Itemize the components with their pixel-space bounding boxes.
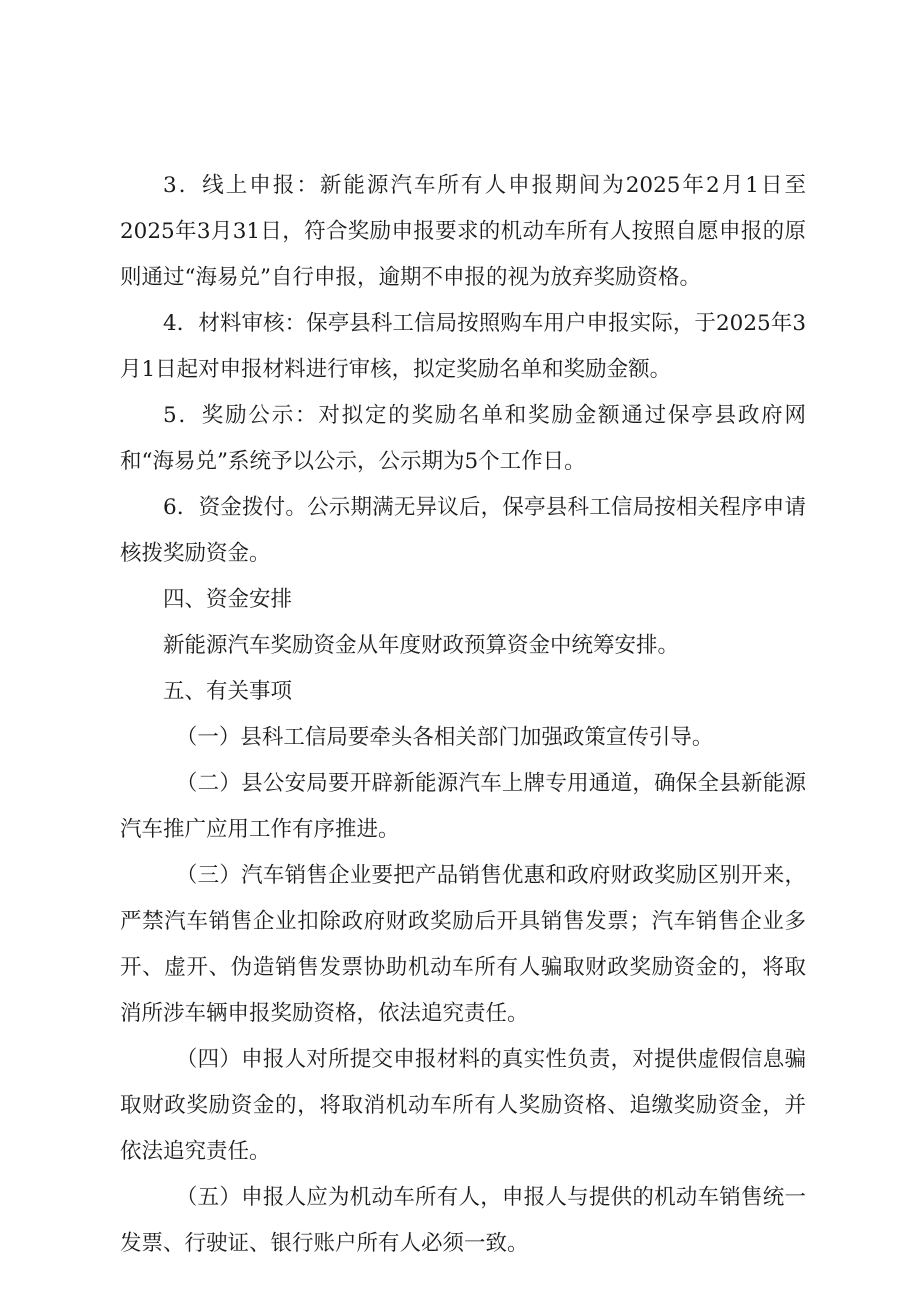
paragraph-funding-source: 新能源汽车奖励资金从年度财政预算资金中统筹安排。 [163, 633, 680, 658]
paragraph-item-4: （四）申报人对所提交申报材料的真实性负责，对提供虚假信息骗取财政奖励资金的，将取消机动车所有人奖励资格、追缴奖励资金，并依法追究责任。 [120, 1047, 806, 1164]
paragraph-item-3: （三）汽车销售企业要把产品销售优惠和政府财政奖励区别开来，严禁汽车销售企业扣除政府财政奖励后开具销售发票；汽车销售企业多开、虚开、伪造销售发票协助机动车所有人骗取财政奖励资金的，将取消所涉车辆申报奖励资格，依法追究责任。 [120, 863, 806, 1026]
paragraph-item-5: （五）申报人应为机动车所有人，申报人与提供的机动车销售统一发票、行驶证、银行账户所有人必须一致。 [120, 1185, 806, 1256]
paragraph-item-2: （二）县公安局要开辟新能源汽车上牌专用通道，确保全县新能源汽车推广应用工作有序推进。 [120, 771, 806, 842]
section-heading-funding: 四、资金安排 [163, 587, 293, 612]
paragraph-item-1: （一）县科工信局要牵头各相关部门加强政策宣传引导。 [175, 725, 714, 750]
paragraph-fund-disbursement: 6．资金拨付。公示期满无异议后，保亭县科工信局按相关程序申请核拨奖励资金。 [120, 495, 806, 566]
section-heading-related-matters: 五、有关事项 [163, 679, 293, 704]
document-body [120, 163, 806, 1267]
paragraph-material-review: 4．材料审核：保亭县科工信局按照购车用户申报实际，于2025年3月1日起对申报材料进行审核，拟定奖励名单和奖励金额。 [120, 311, 806, 382]
paragraph-online-application: 3．线上申报：新能源汽车所有人申报期间为2025年2月1日至2025年3月31日，符合奖励申报要求的机动车所有人按照自愿申报的原则通过“海易兑”自行申报，逾期不申报的视为放弃奖励资格。 [120, 173, 806, 290]
paragraph-award-publicity: 5．奖励公示：对拟定的奖励名单和奖励金额通过保亭县政府网和“海易兑”系统予以公示，公示期为5个工作日。 [120, 403, 806, 474]
